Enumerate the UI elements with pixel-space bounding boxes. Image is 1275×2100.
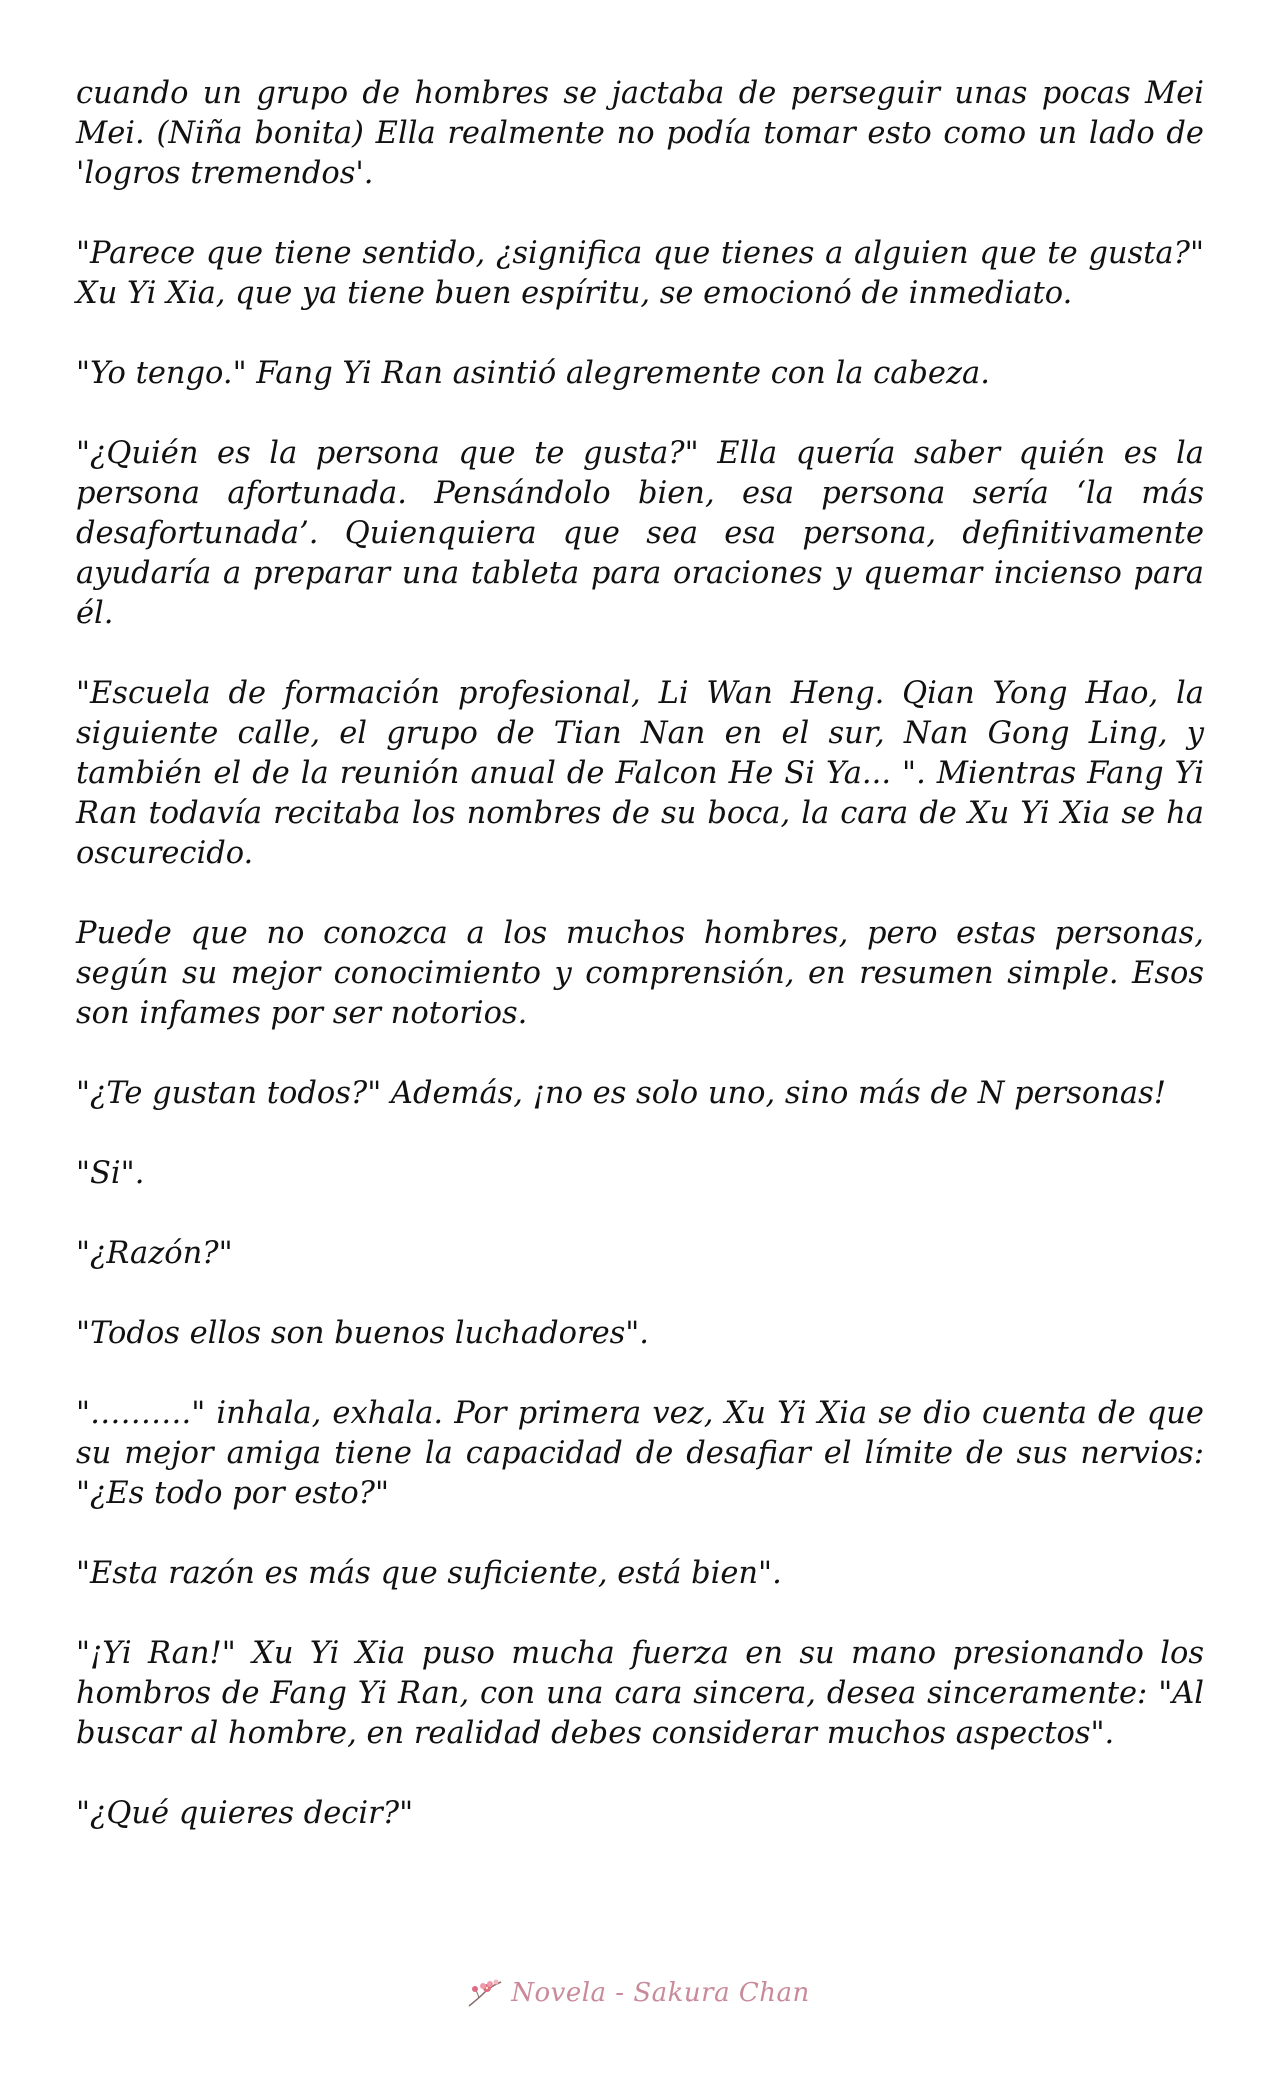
paragraph: Puede que no conozca a los muchos hombres, pero estas personas, según su mejor conocimiento y comprensión, en resumen simple. Esos son infames por ser notorios. — [76, 916, 1204, 1031]
paragraph: "Escuela de formación profesional, Li Wan Heng. Qian Yong Hao, la siguiente calle, el grupo de Tian Nan en el sur, Nan Gong Ling, y también el de la reunión anual de Falcon He Si Ya... ". Mientras Fang Yi Ran todavía recitaba los nombres de su boca, la cara de Xu Yi Xia se ha oscurecido. — [76, 676, 1204, 871]
document-body — [76, 74, 1204, 1874]
sakura-blossom-icon — [465, 1976, 505, 2010]
paragraph: "Yo tengo." Fang Yi Ran asintió alegremente con la cabeza. — [76, 356, 990, 391]
paragraph: "Parece que tiene sentido, ¿significa que tienes a alguien que te gusta?" Xu Yi Xia, que ya tiene buen espíritu, se emocionó de inmediato. — [76, 236, 1204, 311]
paragraph: "¿Quién es la persona que te gusta?" Ella quería saber quién es la persona afortunada. Pensándolo bien, esa persona sería ‘la más desafortunada’. Quienquiera que sea esa persona, definitivamente ayudaría a preparar una tableta para oraciones y quemar incienso para él. — [76, 436, 1204, 631]
paragraph: "¡Yi Ran!" Xu Yi Xia puso mucha fuerza en su mano presionando los hombros de Fang Yi Ran, con una cara sincera, desea sinceramente: "Al buscar al hombre, en realidad debes considerar muchos aspectos". — [76, 1636, 1204, 1751]
paragraph: "Todos ellos son buenos luchadores". — [76, 1316, 649, 1351]
paragraph: "¿Qué quieres decir?" — [76, 1796, 414, 1831]
paragraph: "………." inhala, exhala. Por primera vez, Xu Yi Xia se dio cuenta de que su mejor amiga tiene la capacidad de desafiar el límite de sus nervios: "¿Es todo por esto?" — [76, 1396, 1204, 1511]
footer-caption: Novela - Sakura Chan — [511, 1978, 810, 2008]
paragraph: "Esta razón es más que suficiente, está bien". — [76, 1556, 782, 1591]
paragraph: "¿Te gustan todos?" Además, ¡no es solo uno, sino más de N personas! — [76, 1076, 1167, 1111]
page-footer — [0, 1976, 1275, 2010]
paragraph: "Si". — [76, 1156, 145, 1191]
paragraph: "¿Razón?" — [76, 1236, 233, 1271]
paragraph: cuando un grupo de hombres se jactaba de perseguir unas pocas Mei Mei. (Niña bonita) Ella realmente no podía tomar esto como un lado de 'logros tremendos'. — [76, 76, 1204, 191]
